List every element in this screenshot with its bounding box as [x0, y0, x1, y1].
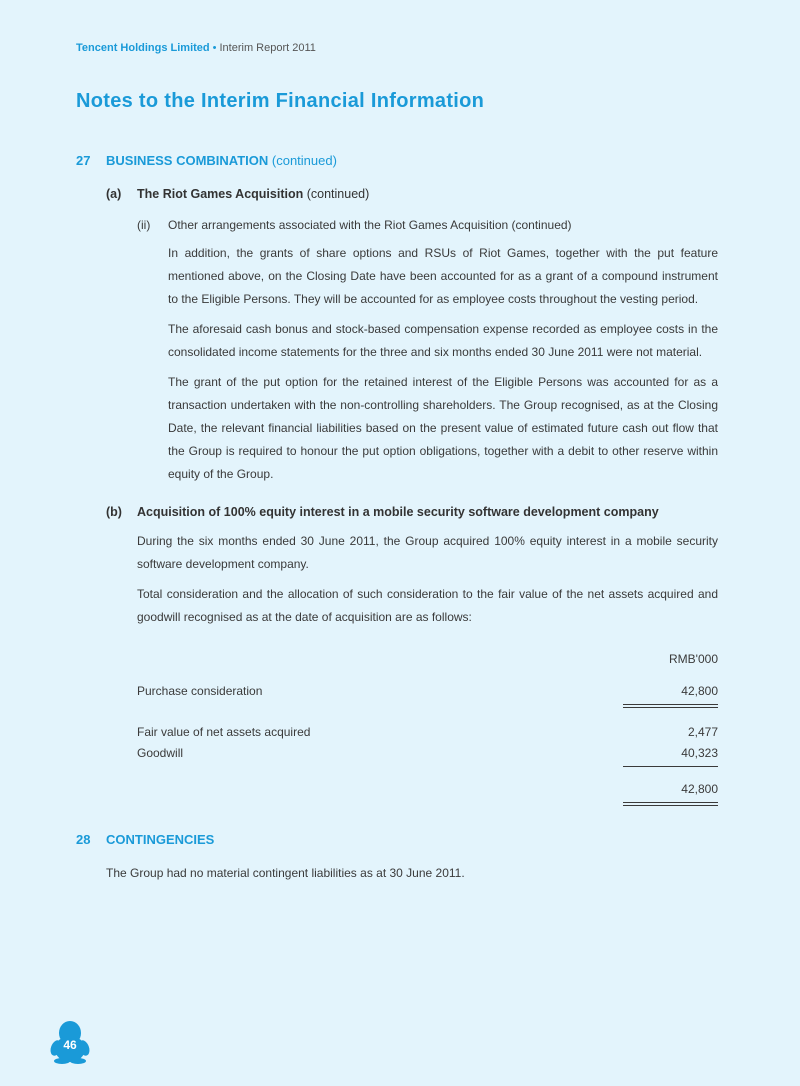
- total-value: 42,800: [681, 782, 718, 796]
- header-separator: •: [212, 42, 217, 54]
- running-header: [76, 42, 316, 54]
- page-number: 46: [63, 1038, 77, 1052]
- subsection-a-title: [137, 187, 369, 201]
- goodwill-label: Goodwill: [137, 746, 184, 760]
- company-name: Tencent Holdings Limited: [76, 42, 210, 54]
- double-rule-bottom: [623, 707, 718, 708]
- section-27-continued: (continued): [271, 153, 337, 168]
- double-rule-top: [623, 704, 718, 705]
- item-ii-paragraph-1: In addition, the grants of share options and RSUs of Riot Games, together with the put feature mentioned above, on the Closing Date have been accounted for as a grant of a compound instrument to the Eligible Persons. They will be accounted for as employee costs throughout the vesting period.: [168, 246, 718, 306]
- item-ii-heading: Other arrangements associated with the Riot Games Acquisition (continued): [168, 218, 572, 232]
- subsection-b-paragraph-1: During the six months ended 30 June 2011, the Group acquired 100% equity interest in a mobile security software development company.: [137, 534, 718, 571]
- item-ii-paragraph-2: The aforesaid cash bonus and stock-based compensation expense recorded as employee costs in the consolidated income statements for the three and six months ended 30 June 2011 were not material.: [168, 322, 718, 359]
- subsection-b-title: Acquisition of 100% equity interest in a mobile security software development company: [137, 505, 659, 519]
- fair-value-label: Fair value of net assets acquired: [137, 725, 311, 739]
- total-double-rule-top: [623, 802, 718, 803]
- total-double-rule-bottom: [623, 805, 718, 806]
- item-ii-label: (ii): [137, 218, 151, 232]
- section-27-title-text: BUSINESS COMBINATION: [106, 153, 269, 168]
- page-title: Notes to the Interim Financial Information: [76, 90, 485, 112]
- item-ii-paragraph-3: The grant of the put option for the retained interest of the Eligible Persons was accounted for as a transaction undertaken with the non-controlling shareholders. The Group recognised, as at the Closing Date, the relevant financial liabilities based on the present value of estimated future cash out flow that the Group is required to honour the put option obligations, together with a debit to other reserve within equity of the Group.: [168, 375, 718, 481]
- section-28-title: CONTINGENCIES: [106, 832, 215, 847]
- subsection-a-title-text: The Riot Games Acquisition: [137, 187, 304, 201]
- subsection-a-continued: (continued): [306, 187, 370, 201]
- subsection-a-label: (a): [106, 187, 122, 201]
- purchase-consideration-value: 42,800: [681, 684, 718, 698]
- subsection-b-label: (b): [106, 505, 122, 519]
- section-28-text: The Group had no material contingent liabilities as at 30 June 2011.: [106, 866, 465, 880]
- fair-value-value: 2,477: [687, 725, 718, 739]
- purchase-consideration-label: Purchase consideration: [137, 684, 263, 698]
- section-27-number: 27: [76, 153, 91, 168]
- goodwill-value: 40,323: [681, 746, 718, 760]
- report-name: Interim Report 2011: [219, 42, 316, 54]
- subtotal-rule: [623, 766, 718, 767]
- subsection-b-paragraph-2: Total consideration and the allocation of such consideration to the fair value of the net assets acquired and goodwill recognised as at the date of acquisition are as follows:: [137, 587, 718, 624]
- section-28-number: 28: [76, 832, 91, 847]
- section-27-title: [106, 153, 337, 168]
- table-unit-header: RMB'000: [669, 652, 718, 666]
